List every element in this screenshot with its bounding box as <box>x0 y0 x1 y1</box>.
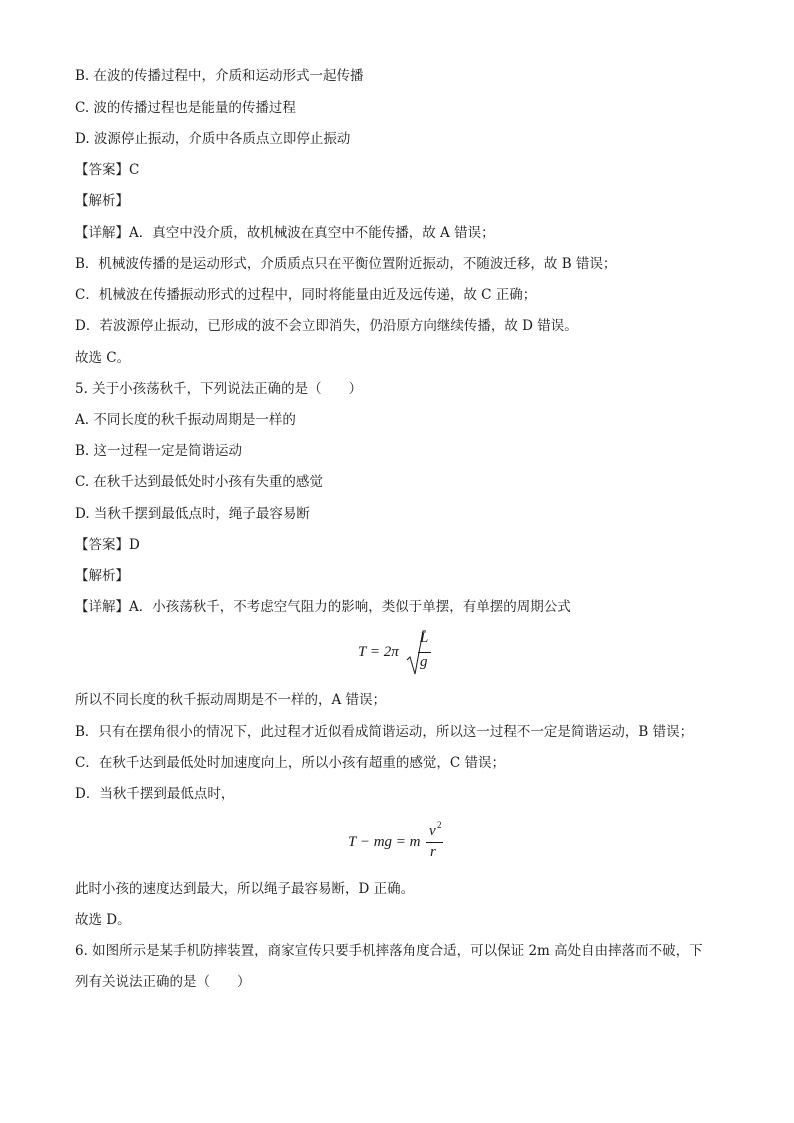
option-a-q5: A. 不同长度的秋千振动周期是一样的 <box>75 412 296 428</box>
explanation-b-q5: B．只有在摆角很小的情况下，此过程才近似看成简谐运动，所以这一过程不一定是简谐运动，B 错误； <box>75 724 694 740</box>
explanation-a-q4: 【详解】A．真空中没介质，故机械波在真空中不能传播，故 A 错误； <box>75 225 495 241</box>
answer-q5: 【答案】D <box>75 537 140 553</box>
option-c-q4: C. 波的传播过程也是能量的传播过程 <box>75 100 296 116</box>
answer-q4: 【答案】C <box>75 162 140 178</box>
formula2-lhs: T − mg = m <box>348 834 421 850</box>
explanation-d-q5: D．当秋千摆到最低点时， <box>75 786 235 802</box>
explanation-d-q4: D．若波源停止振动，已形成的波不会立即消失，仍沿原方向继续传播，故 D 错误。 <box>75 318 578 334</box>
analysis-heading-q4: 【解析】 <box>75 193 129 209</box>
explanation-c-q4: C．机械波在传播振动形式的过程中，同时将能量由近及远传递，故 C 正确； <box>75 287 537 303</box>
option-b-q5: B. 这一过程一定是简谐运动 <box>75 443 243 459</box>
option-d-q5: D. 当秋千摆到最低点时，绳子最容易断 <box>75 506 310 522</box>
formula1-numerator: L <box>420 630 429 646</box>
option-b-q4: B. 在波的传播过程中，介质和运动形式一起传播 <box>75 68 364 84</box>
formula1-lhs: T = 2π <box>358 644 399 660</box>
question-5-stem: 5. 关于小孩荡秋千，下列说法正确的是（ ） <box>75 381 363 397</box>
question-6-stem-line2: 列有关说法正确的是（ ） <box>75 974 251 990</box>
explanation-c-q5: C．在秋千达到最低处时加速度向上，所以小孩有超重的感觉，C 错误； <box>75 755 505 771</box>
formula2-numerator-exponent: 2 <box>437 820 442 830</box>
analysis-heading-q5: 【解析】 <box>75 568 129 584</box>
formula2-numerator: v <box>429 823 436 839</box>
formula1-fraction-bar <box>418 652 431 653</box>
formula1-denominator: g <box>420 654 428 670</box>
explanation-a-cont-q5: 所以不同长度的秋千振动周期是不一样的，A 错误； <box>75 692 387 708</box>
conclusion-q4: 故选 C。 <box>75 350 131 366</box>
formula2-fraction-bar <box>426 842 443 843</box>
conclusion-q5: 故选 D。 <box>75 912 131 928</box>
explanation-a-q5: 【详解】A．小孩荡秋千，不考虑空气阻力的影响，类似于单摆，有单摆的周期公式 <box>75 599 571 615</box>
option-c-q5: C. 在秋千达到最低处时小孩有失重的感觉 <box>75 474 323 490</box>
explanation-b-q4: B．机械波传播的是运动形式，介质质点只在平衡位置附近振动，不随波迁移，故 B 错误； <box>75 256 617 272</box>
option-d-q4: D. 波源停止振动，介质中各质点立即停止振动 <box>75 131 351 147</box>
question-6-stem-line1: 6. 如图所示是某手机防摔装置，商家宣传只要手机摔落角度合适，可以保证 2m 高处自由摔落而不破，下 <box>75 943 703 959</box>
explanation-d-cont-q5: 此时小孩的速度达到最大，所以绳子最容易断，D 正确。 <box>75 881 415 897</box>
formula2-denominator: r <box>430 844 436 860</box>
